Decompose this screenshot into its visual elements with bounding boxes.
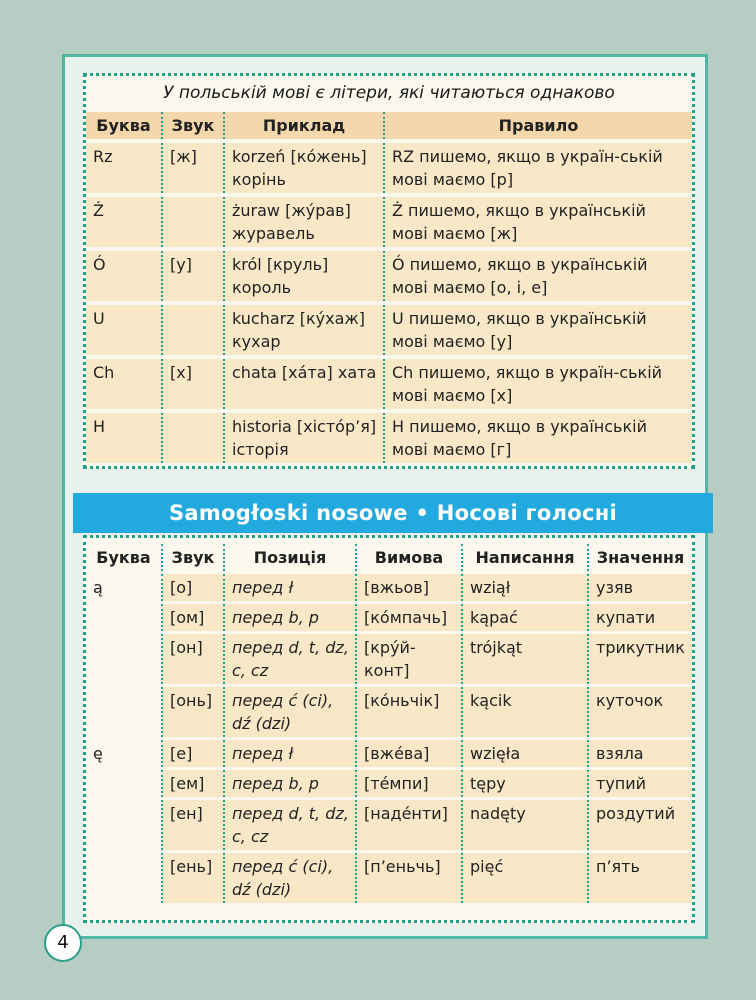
meaning-cell: узяв [588,573,692,603]
example-cell: żuraw [жу́рав] журавель [224,195,384,249]
sound-cell: [х] [162,357,224,411]
position-cell: перед d, t, dz, c, cz [224,799,356,852]
col-header-rule: Правило [384,112,692,141]
sound-cell: [о] [162,573,224,603]
meaning-cell: тупий [588,769,692,799]
spelling-cell: kącik [462,686,588,739]
table-row [86,141,692,195]
letters-table [86,112,692,463]
pronunciation-cell: [ко́мпачь] [356,603,462,633]
table-row [86,573,692,603]
page-number: 4 [44,924,82,962]
table-row [86,357,692,411]
position-cell: перед ć (ci), dź (dzi) [224,686,356,739]
meaning-cell: купати [588,603,692,633]
spelling-cell: trójkąt [462,633,588,686]
nasal-header-row [86,544,692,573]
meaning-cell: трикутник [588,633,692,686]
col-header-sound: Звук [162,544,224,573]
letter-cell [86,633,162,686]
table-row [86,603,692,633]
rule-cell: Ó пишемо, якщо в українській мові маємо [о, і, е] [384,249,692,303]
position-cell: перед ć (ci), dź (dzi) [224,852,356,904]
letter-cell [86,769,162,799]
table-row [86,739,692,769]
meaning-cell: взяла [588,739,692,769]
example-cell: korzeń [ко́жень] корінь [224,141,384,195]
pronunciation-cell: [п’еньчь] [356,852,462,904]
spelling-cell: wzięła [462,739,588,769]
nasal-vowels-title: Samogłoski nosowe • Носові голосні [73,493,713,533]
pronunciation-cell: [ко́ньчік] [356,686,462,739]
pronunciation-cell: [вжьов] [356,573,462,603]
col-header-letter: Буква [96,548,151,567]
table-row [86,303,692,357]
sound-cell: [ень] [162,852,224,904]
col-header-example: Приклад [224,112,384,141]
rule-cell: H пишемо, якщо в українській мові маємо [г] [384,411,692,463]
rule-cell: Ch пишемо, якщо в україн-ській мові маємо [х] [384,357,692,411]
sound-cell: [е] [162,739,224,769]
sound-cell: [онь] [162,686,224,739]
page-frame [62,54,708,939]
position-cell: перед ł [224,739,356,769]
letter-cell: ą [86,573,162,603]
example-cell: kucharz [ку́хаж] кухар [224,303,384,357]
sound-cell [162,195,224,249]
rule-cell: Ż пишемо, якщо в українській мові маємо [ж] [384,195,692,249]
pronunciation-cell: [вже́ва] [356,739,462,769]
meaning-cell: куточок [588,686,692,739]
example-cell: król [круль] король [224,249,384,303]
spelling-cell: pięć [462,852,588,904]
letter-cell: Ch [93,363,115,382]
table-row [86,411,692,463]
letter-cell [86,799,162,852]
table-row [86,686,692,739]
sound-cell [162,411,224,463]
col-header-spelling: Написання [462,544,588,573]
sound-cell: [у] [162,249,224,303]
col-header-pronunciation: Вимова [356,544,462,573]
col-header-meaning: Значення [588,544,692,573]
letter-cell [86,852,162,904]
table-row [86,195,692,249]
sound-cell: [ж] [162,141,224,195]
letter-cell: H [93,417,106,436]
spelling-cell: tępy [462,769,588,799]
meaning-cell: роздутий [588,799,692,852]
letter-cell: Ó [93,255,106,274]
pronunciation-cell: [кру́й-конт] [356,633,462,686]
letter-cell: Rz [93,147,113,166]
letter-cell: ę [86,739,162,769]
spelling-cell: wziął [462,573,588,603]
letter-cell: Ż [93,201,104,220]
letter-cell [86,686,162,739]
col-header-sound: Звук [162,112,224,141]
sound-cell: [он] [162,633,224,686]
rule-cell: RZ пишемо, якщо в україн-ській мові маємо [р] [384,141,692,195]
table-row [86,799,692,852]
sound-cell: [ен] [162,799,224,852]
sound-cell: [ем] [162,769,224,799]
sound-cell: [ом] [162,603,224,633]
col-header-letter: Буква [96,116,151,135]
spelling-cell: nadęty [462,799,588,852]
pronunciation-cell: [наде́нти] [356,799,462,852]
letters-header-row [86,112,692,141]
col-header-position: Позиція [224,544,356,573]
rule-cell: U пишемо, якщо в українській мові маємо [у] [384,303,692,357]
sound-cell [162,303,224,357]
position-cell: перед ł [224,573,356,603]
spelling-cell: kąpać [462,603,588,633]
nasal-table [86,544,692,903]
pronunciation-cell: [те́мпи] [356,769,462,799]
position-cell: перед d, t, dz, c, cz [224,633,356,686]
table-row [86,852,692,904]
position-cell: перед b, p [224,769,356,799]
example-cell: chata [ха́та] хата [224,357,384,411]
letters-heading: У польській мові є літери, які читаються однаково [163,83,615,103]
position-cell: перед b, p [224,603,356,633]
table-row [86,249,692,303]
letter-cell: U [93,309,105,328]
letters-panel [83,73,695,469]
letter-cell [86,603,162,633]
nasal-panel [83,535,695,923]
example-cell: historia [хісто́р’я] історія [224,411,384,463]
table-row [86,633,692,686]
table-row [86,769,692,799]
meaning-cell: п’ять [588,852,692,904]
